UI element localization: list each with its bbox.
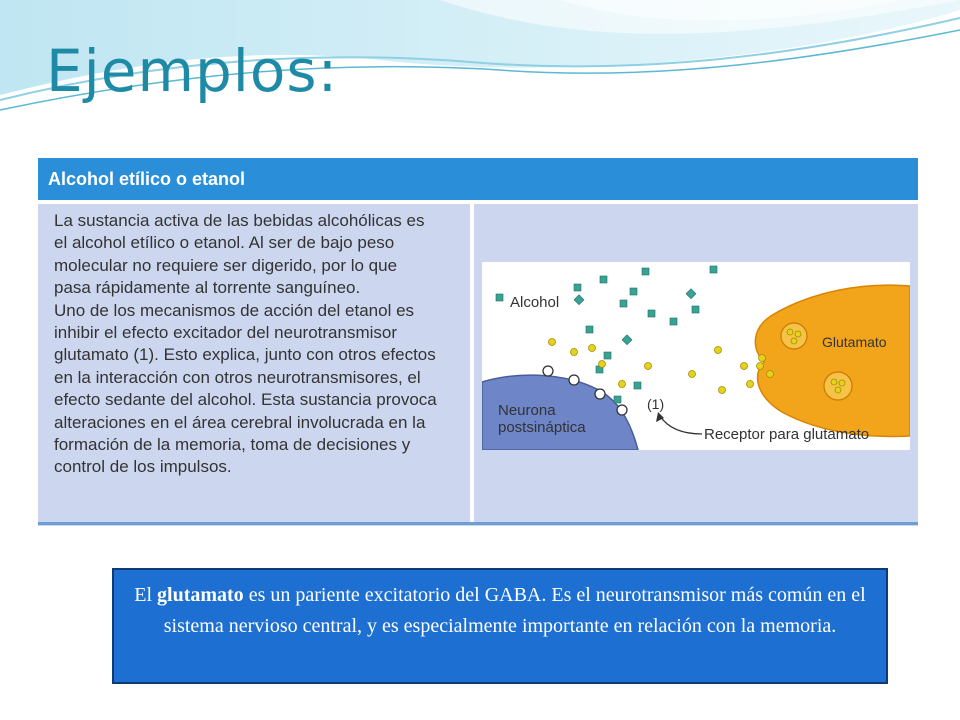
callout-lead: El [134, 584, 158, 606]
synapse-diagram [482, 262, 910, 450]
text-line: control de los impulsos. [54, 457, 232, 477]
axon-terminal [755, 285, 910, 436]
alcohol-legend-label: Alcohol [510, 294, 560, 311]
receptor-label: Receptor para glutamato [704, 426, 870, 443]
text-line: Uno de los mecanismos de acción del etanol es [54, 300, 415, 320]
callout-bold-term: glutamato [157, 584, 244, 606]
text-line: el alcohol etílico o etanol. Al ser de bajo peso [54, 233, 395, 253]
text-line: pasa rápidamente al torrente sanguíneo. [54, 278, 361, 298]
table-bottom-border [38, 522, 918, 525]
slide-title: Ejemplos: [46, 37, 339, 105]
marker-label: (1) [647, 396, 665, 412]
table-header: Alcohol etílico o etanol [38, 158, 918, 200]
neurona-label: Neurona postsináptica [498, 402, 586, 436]
table-body-text [54, 210, 460, 479]
text-line: molecular no requiere ser digerido, por lo que [54, 255, 398, 275]
text-line: efecto sedante del alcohol. Esta sustancia provoca [54, 390, 437, 410]
text-line: formación de la memoria, toma de decisiones y [54, 435, 411, 455]
text-line: en la interacción con otros neurotransmisores, el [54, 367, 421, 387]
glutamate-callout [112, 568, 888, 684]
table-row-divider [38, 200, 918, 204]
text-line: alteraciones en el área cerebral involucrada en la [54, 412, 426, 432]
text-line: glutamato (1). Esto explica, junto con otros efectos [54, 345, 436, 365]
text-line: La sustancia activa de las bebidas alcohólicas es [54, 211, 425, 230]
table-column-divider [470, 204, 474, 522]
callout-text: es un pariente excitatorio del GABA. Es el neurotransmisor más común en el sistema nervioso central, y es especialmente importante en relación con la memoria. [163, 584, 866, 637]
text-line: inhibir el efecto excitador del neurotransmisor [54, 323, 398, 343]
glutamato-label: Glutamato [822, 334, 887, 350]
